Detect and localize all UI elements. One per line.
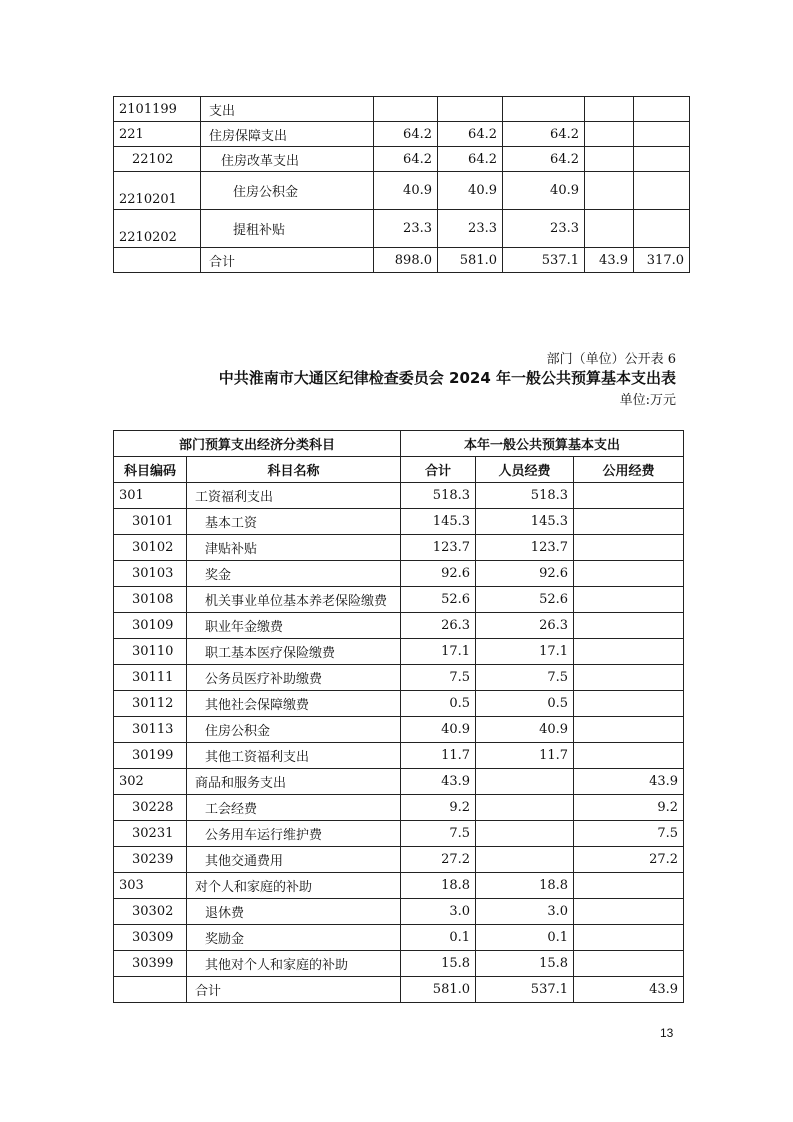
value-cell	[503, 97, 585, 122]
value-cell	[438, 97, 503, 122]
name-cell: 商品和服务支出	[187, 769, 401, 795]
total-cell: 145.3	[401, 509, 476, 535]
value-cell: 64.2	[438, 147, 503, 172]
public-cell: 9.2	[574, 795, 684, 821]
name-cell: 机关事业单位基本养老保险缴费	[187, 587, 401, 613]
name-cell: 职工基本医疗保险缴费	[187, 639, 401, 665]
public-cell	[574, 665, 684, 691]
table-row	[114, 821, 684, 847]
personnel-cell: 17.1	[476, 639, 574, 665]
total-cell: 17.1	[401, 639, 476, 665]
personnel-cell	[476, 821, 574, 847]
code-cell: 30101	[114, 509, 187, 535]
table-row	[114, 951, 684, 977]
code-cell: 22102	[114, 147, 201, 172]
value-cell	[634, 210, 690, 248]
personnel-cell: 40.9	[476, 717, 574, 743]
total-cell: 0.1	[401, 925, 476, 951]
total-cell: 43.9	[401, 769, 476, 795]
total-cell: 64.2	[374, 147, 438, 172]
personnel-cell: 123.7	[476, 535, 574, 561]
total-cell: 123.7	[401, 535, 476, 561]
code-cell: 303	[114, 873, 187, 899]
code-cell: 301	[114, 483, 187, 509]
table-row	[114, 587, 684, 613]
total-cell: 581.0	[401, 977, 476, 1003]
page-number: 13	[660, 1026, 674, 1040]
basic-expenditure-table	[113, 430, 684, 1003]
table-row	[114, 122, 690, 147]
personnel-cell: 52.6	[476, 587, 574, 613]
column-header: 科目名称	[187, 457, 401, 483]
value-cell	[634, 147, 690, 172]
table-row	[114, 769, 684, 795]
code-cell: 30113	[114, 717, 187, 743]
code-cell: 30109	[114, 613, 187, 639]
code-cell: 30102	[114, 535, 187, 561]
name-cell: 提租补贴	[201, 210, 374, 248]
name-cell: 住房公积金	[187, 717, 401, 743]
name-cell: 基本工资	[187, 509, 401, 535]
name-cell: 职业年金缴费	[187, 613, 401, 639]
value-cell: 40.9	[438, 172, 503, 210]
total-cell: 0.5	[401, 691, 476, 717]
name-cell: 住房改革支出	[201, 147, 374, 172]
total-cell: 15.8	[401, 951, 476, 977]
total-cell: 64.2	[374, 122, 438, 147]
public-cell: 27.2	[574, 847, 684, 873]
name-cell: 奖励金	[187, 925, 401, 951]
personnel-cell	[476, 769, 574, 795]
group-header-left: 部门预算支出经济分类科目	[114, 431, 401, 457]
total-cell: 7.5	[401, 665, 476, 691]
value-cell: 23.3	[438, 210, 503, 248]
code-cell: 30309	[114, 925, 187, 951]
table-row	[114, 483, 684, 509]
code-cell: 302	[114, 769, 187, 795]
code-cell: 2210202	[114, 210, 201, 248]
total-cell: 3.0	[401, 899, 476, 925]
code-cell: 30110	[114, 639, 187, 665]
continued-expense-table	[113, 96, 690, 273]
code-cell: 221	[114, 122, 201, 147]
total-cell: 18.8	[401, 873, 476, 899]
total-cell: 26.3	[401, 613, 476, 639]
code-cell: 30111	[114, 665, 187, 691]
public-cell	[574, 951, 684, 977]
personnel-cell: 537.1	[476, 977, 574, 1003]
name-cell: 合计	[187, 977, 401, 1003]
public-cell	[574, 535, 684, 561]
total-cell: 518.3	[401, 483, 476, 509]
name-cell: 对个人和家庭的补助	[187, 873, 401, 899]
public-cell	[574, 743, 684, 769]
personnel-cell: 0.5	[476, 691, 574, 717]
total-cell: 9.2	[401, 795, 476, 821]
code-cell: 30103	[114, 561, 187, 587]
table-row	[114, 535, 684, 561]
value-cell: 40.9	[503, 172, 585, 210]
name-cell: 工资福利支出	[187, 483, 401, 509]
table-row	[114, 717, 684, 743]
total-cell: 27.2	[401, 847, 476, 873]
value-cell: 317.0	[634, 248, 690, 273]
public-cell	[574, 717, 684, 743]
table-row	[114, 172, 690, 210]
public-cell	[574, 639, 684, 665]
public-cell	[574, 899, 684, 925]
table-row	[114, 873, 684, 899]
value-cell: 64.2	[503, 122, 585, 147]
personnel-cell	[476, 795, 574, 821]
public-cell	[574, 613, 684, 639]
table-row	[114, 97, 690, 122]
personnel-cell: 15.8	[476, 951, 574, 977]
value-cell	[585, 97, 634, 122]
value-cell: 64.2	[503, 147, 585, 172]
table-row	[114, 613, 684, 639]
code-cell: 30231	[114, 821, 187, 847]
personnel-cell: 145.3	[476, 509, 574, 535]
name-cell: 其他对个人和家庭的补助	[187, 951, 401, 977]
name-cell: 支出	[201, 97, 374, 122]
public-cell	[574, 925, 684, 951]
value-cell: 43.9	[585, 248, 634, 273]
name-cell: 其他交通费用	[187, 847, 401, 873]
group-header-right: 本年一般公共预算基本支出	[401, 431, 684, 457]
table-tag: 部门（单位）公开表 6	[546, 352, 676, 367]
table-row	[114, 639, 684, 665]
table-row	[114, 691, 684, 717]
table-row	[114, 743, 684, 769]
public-cell	[574, 509, 684, 535]
name-cell: 奖金	[187, 561, 401, 587]
code-cell	[114, 977, 187, 1003]
total-row	[114, 248, 690, 273]
value-cell	[634, 97, 690, 122]
total-cell: 52.6	[401, 587, 476, 613]
value-cell: 537.1	[503, 248, 585, 273]
public-cell	[574, 483, 684, 509]
name-cell: 津贴补贴	[187, 535, 401, 561]
table-row	[114, 665, 684, 691]
personnel-cell: 3.0	[476, 899, 574, 925]
table-row	[114, 925, 684, 951]
unit-label: 单位:万元	[619, 393, 676, 408]
code-cell: 30302	[114, 899, 187, 925]
column-header: 合计	[401, 457, 476, 483]
name-cell: 住房保障支出	[201, 122, 374, 147]
name-cell: 其他工资福利支出	[187, 743, 401, 769]
name-cell: 公务员医疗补助缴费	[187, 665, 401, 691]
code-cell: 2101199	[114, 97, 201, 122]
personnel-cell: 0.1	[476, 925, 574, 951]
public-cell	[574, 587, 684, 613]
personnel-cell: 92.6	[476, 561, 574, 587]
column-header: 公用经费	[574, 457, 684, 483]
table-row	[114, 795, 684, 821]
name-cell: 住房公积金	[201, 172, 374, 210]
total-cell: 40.9	[401, 717, 476, 743]
total-cell: 7.5	[401, 821, 476, 847]
table-row	[114, 847, 684, 873]
name-cell: 其他社会保障缴费	[187, 691, 401, 717]
public-cell	[574, 873, 684, 899]
personnel-cell: 26.3	[476, 613, 574, 639]
name-cell: 退休费	[187, 899, 401, 925]
personnel-cell	[476, 847, 574, 873]
total-cell: 40.9	[374, 172, 438, 210]
table-row	[114, 899, 684, 925]
public-cell	[574, 691, 684, 717]
public-cell	[574, 561, 684, 587]
value-cell	[585, 147, 634, 172]
total-cell: 898.0	[374, 248, 438, 273]
page-title: 中共淮南市大通区纪律检查委员会 2024 年一般公共预算基本支出表	[218, 369, 676, 387]
code-cell	[114, 248, 201, 273]
total-cell: 92.6	[401, 561, 476, 587]
personnel-cell: 18.8	[476, 873, 574, 899]
name-cell: 合计	[201, 248, 374, 273]
table-row	[114, 561, 684, 587]
total-cell	[374, 97, 438, 122]
table-row	[114, 509, 684, 535]
personnel-cell: 7.5	[476, 665, 574, 691]
personnel-cell: 518.3	[476, 483, 574, 509]
public-cell: 7.5	[574, 821, 684, 847]
value-cell: 64.2	[438, 122, 503, 147]
value-cell: 581.0	[438, 248, 503, 273]
name-cell: 工会经费	[187, 795, 401, 821]
personnel-cell: 11.7	[476, 743, 574, 769]
value-cell	[585, 172, 634, 210]
value-cell	[634, 172, 690, 210]
value-cell	[585, 210, 634, 248]
code-cell: 30239	[114, 847, 187, 873]
code-cell: 2210201	[114, 172, 201, 210]
code-cell: 30399	[114, 951, 187, 977]
total-row	[114, 977, 684, 1003]
code-cell: 30199	[114, 743, 187, 769]
value-cell	[585, 122, 634, 147]
name-cell: 公务用车运行维护费	[187, 821, 401, 847]
code-cell: 30228	[114, 795, 187, 821]
table-row	[114, 147, 690, 172]
value-cell	[634, 122, 690, 147]
table-row	[114, 210, 690, 248]
column-header-row	[114, 457, 684, 483]
total-cell: 23.3	[374, 210, 438, 248]
code-cell: 30112	[114, 691, 187, 717]
public-cell: 43.9	[574, 977, 684, 1003]
column-header: 人员经费	[476, 457, 574, 483]
group-header-row	[114, 431, 684, 457]
value-cell: 23.3	[503, 210, 585, 248]
total-cell: 11.7	[401, 743, 476, 769]
column-header: 科目编码	[114, 457, 187, 483]
public-cell: 43.9	[574, 769, 684, 795]
code-cell: 30108	[114, 587, 187, 613]
